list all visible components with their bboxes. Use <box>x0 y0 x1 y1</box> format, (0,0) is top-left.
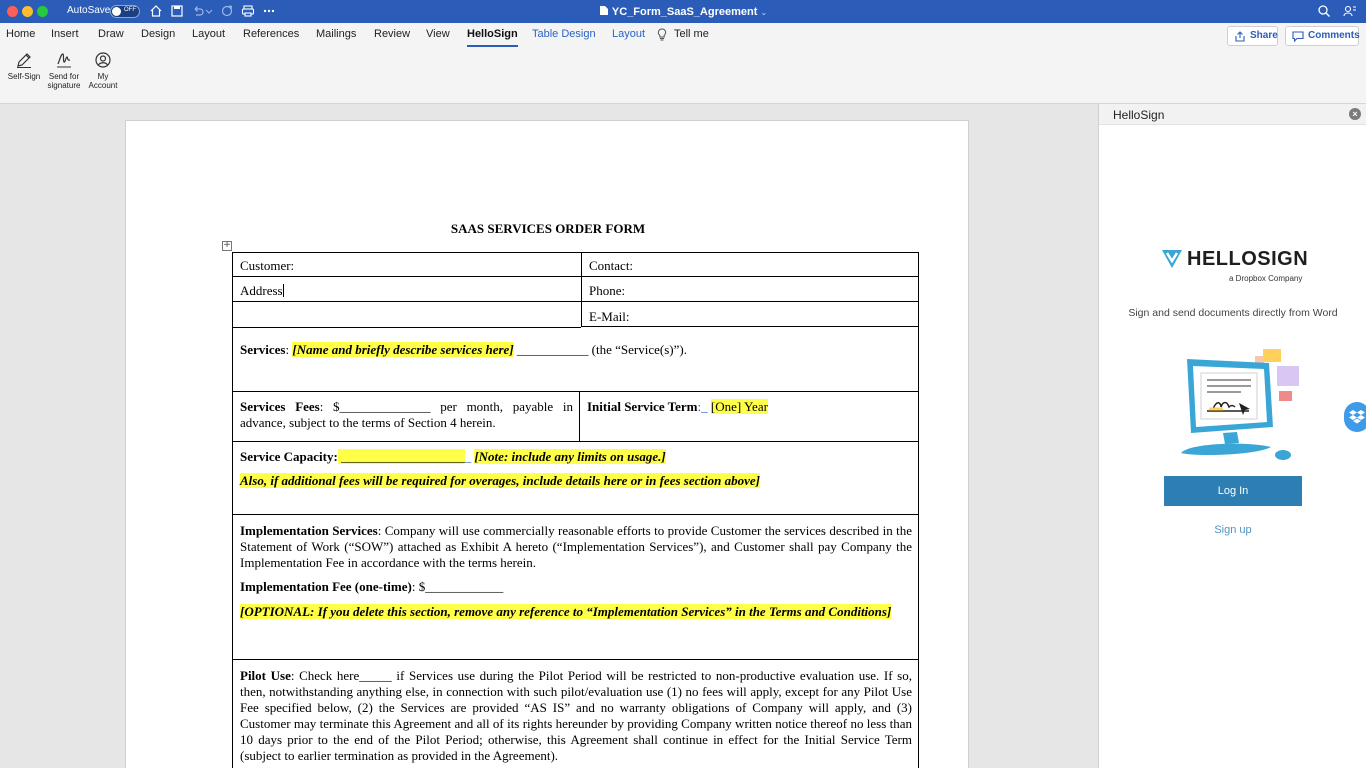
services-placeholder: [Name and briefly describe services here] <box>292 342 514 357</box>
document-icon <box>599 5 609 16</box>
table-border <box>232 252 919 253</box>
tab-draw[interactable]: Draw <box>98 28 124 40</box>
share-label: Share <box>1250 30 1278 41</box>
table-border <box>232 276 919 277</box>
capacity-label: Service Capacity: <box>240 449 338 464</box>
tab-mailings[interactable]: Mailings <box>316 28 357 40</box>
pilot-use-cell[interactable] <box>240 668 912 764</box>
tab-review[interactable]: Review <box>374 28 411 40</box>
hellosign-logo: HELLOSIGN <box>1187 248 1309 270</box>
capacity-blank: ___________________ <box>337 449 465 464</box>
tell-me-search[interactable]: Tell me <box>674 28 709 40</box>
pilot-label: Pilot Use <box>240 668 291 683</box>
table-border <box>232 441 919 442</box>
pane-title: HelloSign <box>1113 108 1165 122</box>
pen-icon <box>15 51 33 69</box>
document-canvas[interactable] <box>0 104 1098 768</box>
send-for-signature-button[interactable] <box>45 51 83 90</box>
form-title: SAAS SERVICES ORDER FORM <box>450 221 646 236</box>
tab-design[interactable]: Design <box>141 28 176 40</box>
self-sign-button[interactable] <box>5 51 43 81</box>
table-border <box>581 252 582 327</box>
capacity-note-line[interactable] <box>240 473 912 489</box>
term-label: Initial Service Term <box>587 399 698 414</box>
login-button[interactable]: Log In <box>1164 476 1302 506</box>
fees-text: : $______________ per month, payable in advance, subject to the terms of Section 4 herein. <box>240 399 573 430</box>
document-page[interactable] <box>125 120 969 768</box>
autosave-label: AutoSave <box>67 5 111 16</box>
service-capacity-cell[interactable] <box>240 449 912 465</box>
services-cell[interactable] <box>240 342 912 358</box>
impl-label: Implementation Services <box>240 523 378 538</box>
table-move-handle[interactable]: + <box>223 240 231 250</box>
title-bar <box>0 0 1366 23</box>
share-icon <box>1234 31 1246 42</box>
profile-icon[interactable] <box>1343 4 1357 18</box>
table-border <box>232 391 919 392</box>
my-account-button[interactable] <box>84 51 122 90</box>
signature-icon <box>55 51 73 69</box>
text-cursor <box>283 284 284 297</box>
table-border <box>232 252 233 768</box>
lightbulb-icon <box>657 28 667 41</box>
comment-icon <box>1292 31 1304 42</box>
dropbox-badge[interactable] <box>1344 402 1366 432</box>
tab-references[interactable]: References <box>243 28 300 40</box>
capacity-note: [Note: include any limits on usage.] <box>474 449 666 464</box>
table-border <box>232 301 919 302</box>
capacity-note-2: Also, if additional fees will be required for overages, include details here or in fees section above] <box>240 473 760 488</box>
customer-label[interactable]: Customer: <box>240 258 295 273</box>
impl-fee-text: : $____________ <box>411 579 504 594</box>
services-colon: : <box>285 342 293 357</box>
table-border <box>579 391 580 441</box>
autosave-state: OFF <box>124 7 136 13</box>
impl-fee-label: Implementation Fee (one-time) <box>240 579 412 594</box>
tab-table-layout[interactable]: Layout <box>612 28 646 40</box>
services-label: Services <box>240 342 286 357</box>
dropbox-icon <box>1349 409 1365 425</box>
comments-label: Comments <box>1308 30 1360 41</box>
pilot-text: : Check here_____ if Services use during the Pilot Period will be restricted to non-productive evaluation use. If so, then, notwithstanding anything else, in connection with such pilot/evaluation use (1) no fees will apply, except for any Pilot Use Fee specified below, (2) the Services are provided “AS IS” and no warranty obligations of Company will apply, and (3) Customer may terminate this Agreement and all of its rights hereunder by providing Company written notice thereof no less than 10 days prior to the end of the Pilot Period; otherwise, this Agreement shall continue in effect for the Initial Service Term (subject to earlier termination as provided in the Agreement). <box>240 668 912 763</box>
tab-view[interactable]: View <box>426 28 450 40</box>
phone-label[interactable]: Phone: <box>589 283 626 298</box>
tab-insert[interactable]: Insert <box>51 28 79 40</box>
term-value: [One] Year <box>710 399 768 414</box>
hellosign-pane <box>1098 104 1366 768</box>
title-chevron: ⌄ <box>760 8 768 17</box>
optional-note: [OPTIONAL: If you delete this section, remove any reference to “Implementation Services” in the Terms and Conditions] <box>240 604 892 619</box>
address-field[interactable] <box>240 283 284 299</box>
optional-note-cell[interactable] <box>240 604 912 620</box>
fees-label: Services Fees <box>240 399 320 414</box>
email-label[interactable]: E-Mail: <box>589 309 630 324</box>
signup-link[interactable]: Sign up <box>1214 524 1252 536</box>
services-fees-cell[interactable] <box>240 399 573 431</box>
document-title-bar[interactable] <box>0 5 1366 18</box>
services-tail: ___________ (the “Service(s)”). <box>513 342 687 357</box>
tab-table-design[interactable]: Table Design <box>532 28 596 40</box>
table-border <box>232 659 919 660</box>
computer-illustration-icon <box>1177 347 1303 462</box>
impl-text: : Company will use commercially reasonable efforts to provide Customer the services described in the Statement of Work (“SOW”) attached as Exhibit A hereto (“Implementation Services”), and Customer shall pay Company the Implementation Fee in accordance with the terms herein. <box>240 523 913 570</box>
search-icon[interactable] <box>1317 4 1331 18</box>
capacity-gap: _ <box>464 449 475 464</box>
contact-label[interactable]: Contact: <box>589 258 634 273</box>
send-for-label-1: Send for <box>48 72 80 81</box>
pane-header <box>1099 104 1366 125</box>
self-sign-label: Self-Sign <box>7 72 41 81</box>
pane-close-button[interactable]: × <box>1349 108 1361 120</box>
table-border <box>232 514 919 515</box>
implementation-services-cell[interactable] <box>240 523 912 571</box>
tab-hellosign[interactable]: HelloSign <box>467 28 518 40</box>
address-label: Address <box>240 283 283 298</box>
my-account-label-1: My <box>97 72 109 81</box>
tab-layout[interactable]: Layout <box>192 28 226 40</box>
share-button[interactable] <box>1227 26 1278 46</box>
table-border <box>232 327 581 328</box>
send-for-label-2: signature <box>47 81 81 90</box>
table-border <box>918 252 919 768</box>
hellosign-tagline: Sign and send documents directly from Word <box>1128 307 1338 319</box>
initial-term-cell[interactable] <box>587 399 912 415</box>
my-account-label-2: Account <box>88 81 118 90</box>
ribbon <box>0 23 1366 104</box>
tab-home[interactable]: Home <box>6 28 36 40</box>
implementation-fee-line[interactable] <box>240 579 912 595</box>
hellosign-subtitle: a Dropbox Company <box>1229 274 1303 283</box>
table-border <box>581 326 919 327</box>
term-colon: :_ <box>697 399 711 414</box>
hellosign-logo-icon <box>1161 248 1183 270</box>
document-title: YC_Form_SaaS_Agreement <box>611 6 758 18</box>
comments-button[interactable] <box>1285 26 1359 46</box>
account-icon <box>94 51 112 69</box>
